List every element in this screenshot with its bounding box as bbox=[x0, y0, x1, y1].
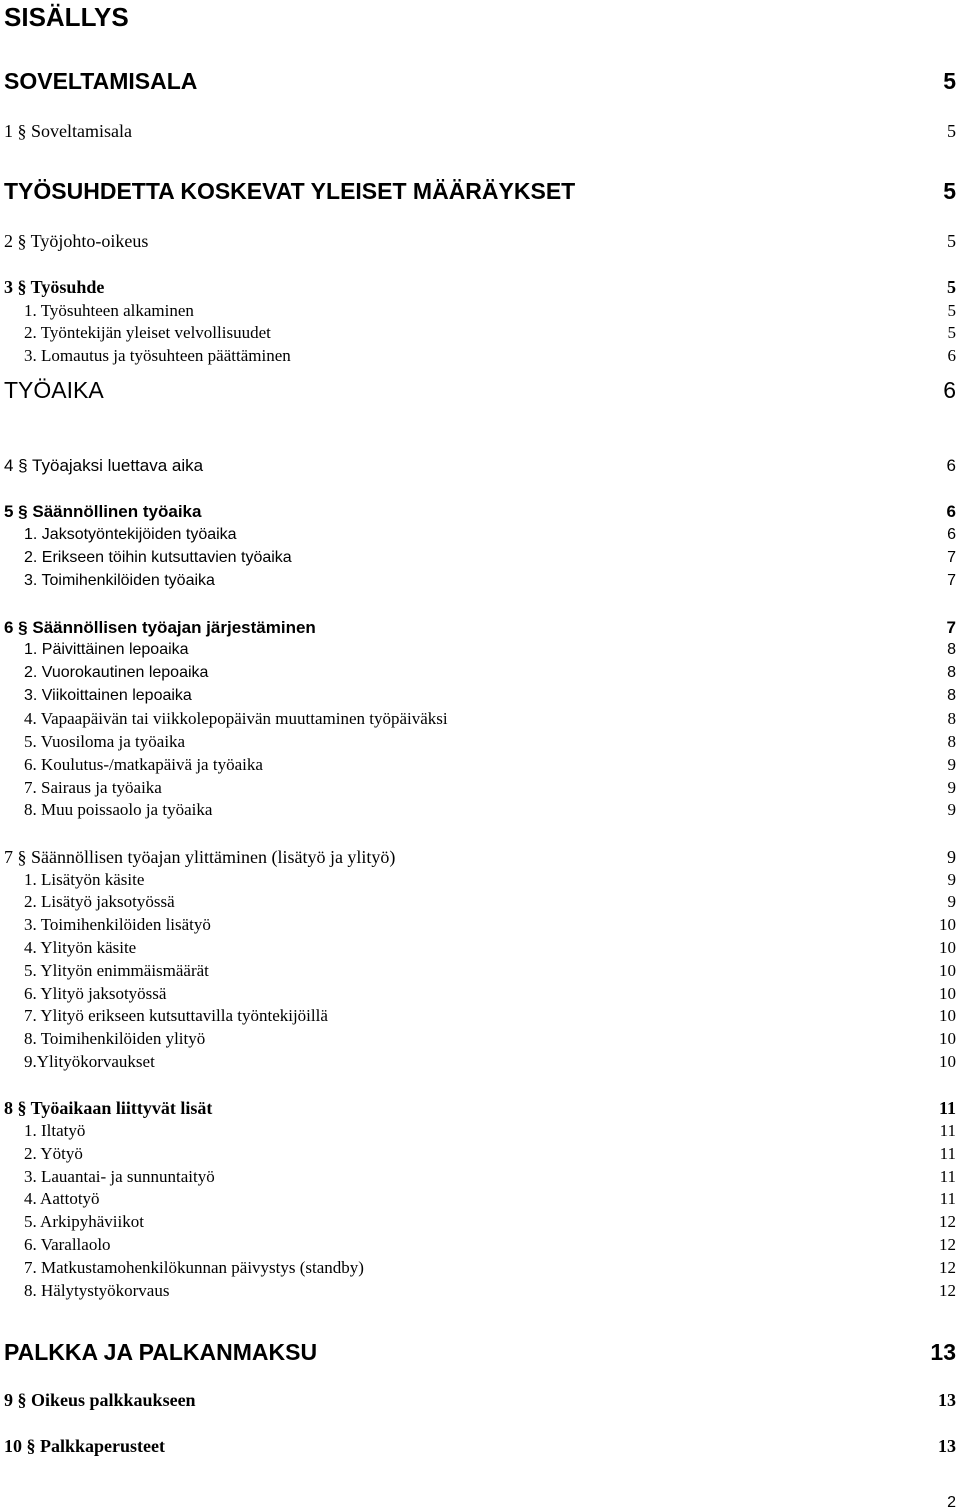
toc-section: 8 § Työaikaan liittyvät lisät 11 bbox=[4, 1098, 956, 1118]
toc-subsection: 1. Jaksotyöntekijöiden työaika 6 bbox=[24, 526, 956, 543]
toc-section: 6 § Säännöllisen työajan järjestäminen 7 bbox=[4, 618, 956, 637]
toc-subsection: 2. Työntekijän yleiset velvollisuudet 5 bbox=[24, 323, 956, 342]
toc-section: 10 § Palkkaperusteet 13 bbox=[4, 1436, 956, 1456]
toc-subsection: 7. Matkustamohenkilökunnan päivystys (standby) 12 bbox=[24, 1258, 956, 1277]
toc-subsection: 3. Lauantai- ja sunnuntaityö 11 bbox=[24, 1167, 956, 1186]
toc-subsection: 9.Ylityökorvaukset 10 bbox=[24, 1052, 956, 1071]
toc-subsection: 4. Aattotyö 11 bbox=[24, 1189, 956, 1208]
toc-subsection: 3. Viikoittainen lepoaika 8 bbox=[24, 687, 956, 704]
toc-heading: TYÖSUHDETTA KOSKEVAT YLEISET MÄÄRÄYKSET 5 bbox=[4, 178, 956, 204]
toc-subsection: 1. Päivittäinen lepoaika 8 bbox=[24, 641, 956, 658]
toc-heading: PALKKA JA PALKANMAKSU 13 bbox=[4, 1339, 956, 1365]
toc-subsection: 6. Koulutus-/matkapäivä ja työaika 9 bbox=[24, 755, 956, 774]
page-title-text: SISÄLLYS bbox=[4, 2, 129, 32]
toc-subsection: 8. Hälytystyökorvaus 12 bbox=[24, 1281, 956, 1300]
toc-subsection: 2. Erikseen töihin kutsuttavien työaika 7 bbox=[24, 549, 956, 566]
toc-subsection: 3. Toimihenkilöiden työaika 7 bbox=[24, 572, 956, 589]
toc-subsection: 3. Toimihenkilöiden lisätyö 10 bbox=[24, 915, 956, 934]
toc-section: 1 § Soveltamisala 5 bbox=[4, 121, 956, 141]
toc-subsection: 6. Ylityö jaksotyössä 10 bbox=[24, 984, 956, 1003]
toc-subsection: 7. Sairaus ja työaika 9 bbox=[24, 778, 956, 797]
toc-subsection: 3. Lomautus ja työsuhteen päättäminen 6 bbox=[24, 346, 956, 365]
toc-section: 7 § Säännöllisen työajan ylittäminen (lisätyö ja ylityö) 9 bbox=[4, 847, 956, 867]
page-number: 2 bbox=[947, 1494, 956, 1511]
toc-subsection: 5. Arkipyhäviikot 12 bbox=[24, 1212, 956, 1231]
toc-subsection: 6. Varallaolo 12 bbox=[24, 1235, 956, 1254]
toc-subsection: 1. Lisätyön käsite 9 bbox=[24, 870, 956, 889]
toc-subsection: 8. Muu poissaolo ja työaika 9 bbox=[24, 800, 956, 819]
toc-section: 5 § Säännöllinen työaika 6 bbox=[4, 502, 956, 521]
toc-subsection: 8. Toimihenkilöiden ylityö 10 bbox=[24, 1029, 956, 1048]
toc-section: 2 § Työjohto-oikeus 5 bbox=[4, 231, 956, 251]
toc-subsection: 4. Ylityön käsite 10 bbox=[24, 938, 956, 957]
toc-subsection: 7. Ylityö erikseen kutsuttavilla työntekijöillä 10 bbox=[24, 1006, 956, 1025]
toc-heading: TYÖAIKA 6 bbox=[4, 377, 956, 403]
toc-subsection: 5. Vuosiloma ja työaika 8 bbox=[24, 732, 956, 751]
toc-subsection: 2. Yötyö 11 bbox=[24, 1144, 956, 1163]
toc-section: 4 § Työajaksi luettava aika 6 bbox=[4, 456, 956, 475]
toc-heading: SOVELTAMISALA 5 bbox=[4, 68, 956, 94]
toc-subsection: 1. Työsuhteen alkaminen 5 bbox=[24, 301, 956, 320]
toc-subsection: 2. Lisätyö jaksotyössä 9 bbox=[24, 892, 956, 911]
toc-subsection: 2. Vuorokautinen lepoaika 8 bbox=[24, 664, 956, 681]
toc-subsection: 4. Vapaapäivän tai viikkolepopäivän muuttaminen työpäiväksi 8 bbox=[24, 709, 956, 728]
toc-section: 3 § Työsuhde 5 bbox=[4, 277, 956, 297]
toc-subsection: 5. Ylityön enimmäismäärät 10 bbox=[24, 961, 956, 980]
toc-section: 9 § Oikeus palkkaukseen 13 bbox=[4, 1390, 956, 1410]
page-title bbox=[4, 4, 956, 30]
toc-subsection: 1. Iltatyö 11 bbox=[24, 1121, 956, 1140]
